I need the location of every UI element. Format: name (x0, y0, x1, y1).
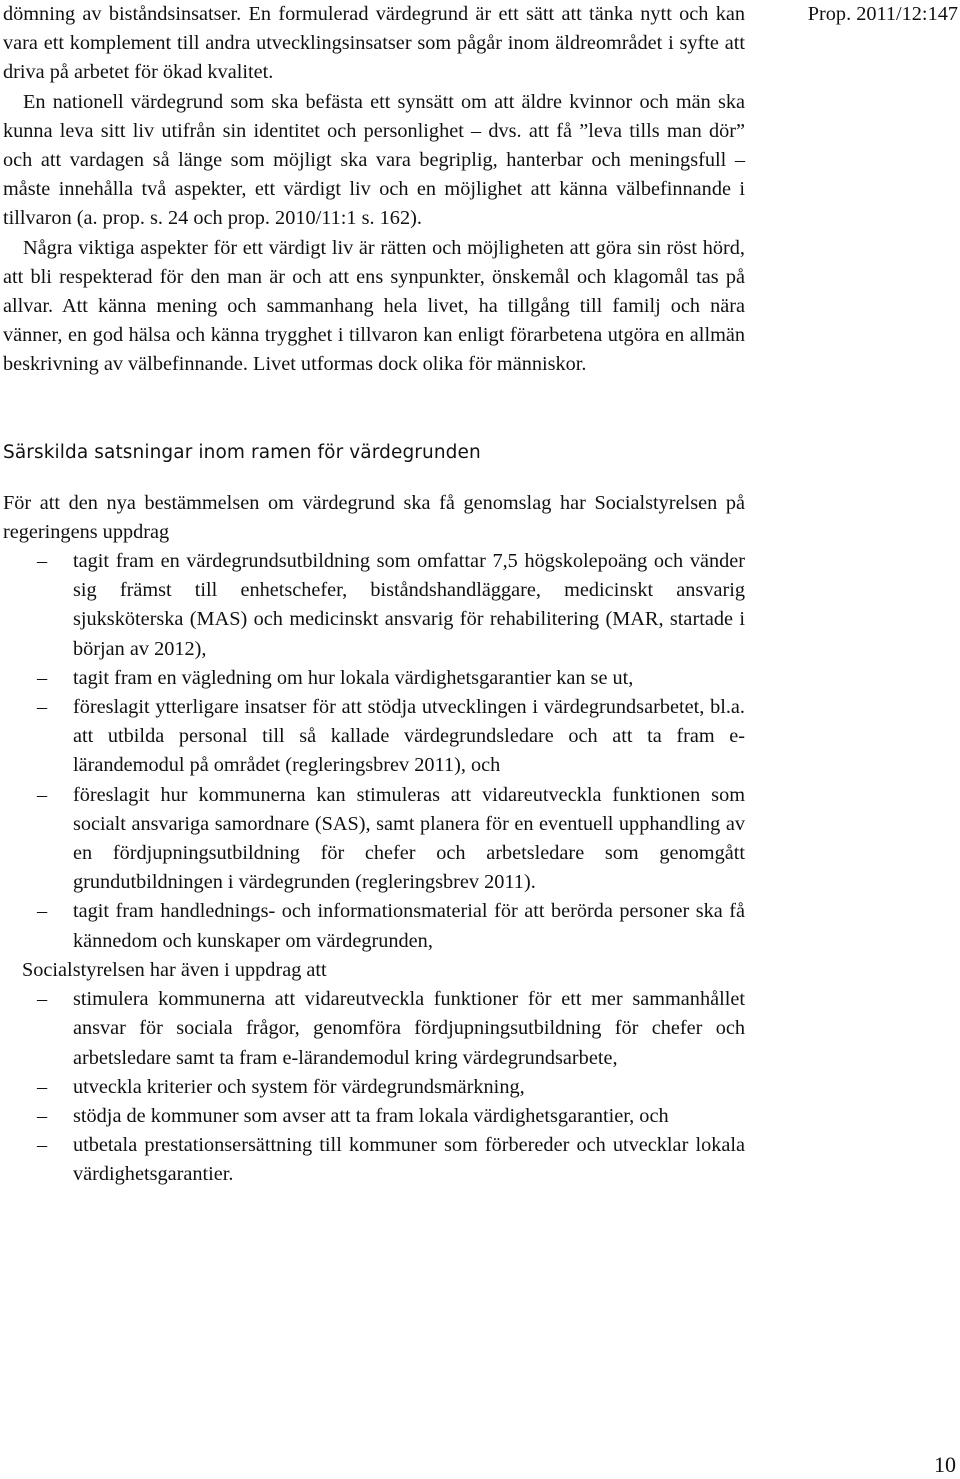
dash-bullet: – (37, 1104, 48, 1127)
list-item-text: tagit fram handlednings- och informationsmaterial för att berörda personer ska få kännedom och kunskaper om värdegrunden, (73, 900, 745, 952)
dash-bullet: – (37, 783, 48, 806)
list-item (3, 1073, 745, 1102)
text-column (3, 0, 745, 1190)
list-item-text: tagit fram en värdegrundsutbildning som omfattar 7,5 högskolepoäng och vänder sig främst till enhetschefer, biståndshandläggare, medicinskt ansvarig sjuksköterska (MAS) och medicinskt ansvarig för rehabilitering (MAR, startade i början av 2012), (73, 550, 745, 660)
page-number: 10 (934, 1452, 956, 1477)
dash-bullet: – (37, 900, 48, 923)
second-intro: Socialstyrelsen har även i uppdrag att (22, 958, 327, 981)
dash-bullet: – (37, 550, 48, 573)
list-item (3, 547, 745, 664)
dash-bullet: – (37, 1075, 48, 1098)
paragraph-continuation: dömning av biståndsinsatser. En formulerad värdegrund är ett sätt att tänka nytt och kan vara ett komplement till andra utvecklingsinsatser som pågår inom äldreområdet i syfte att driva på arbetet för ökad kvalitet. (3, 3, 745, 84)
list-item-text: utveckla kriterier och system för värdegrundsmärkning, (73, 1075, 525, 1098)
list-item (3, 1102, 745, 1131)
list-item (3, 1131, 745, 1189)
dash-bullet: – (37, 696, 48, 719)
dash-bullet: – (37, 1134, 48, 1157)
list-item-text: tagit fram en vägledning om hur lokala värdighetsgarantier kan se ut, (73, 666, 634, 689)
list-item-text: föreslagit hur kommunerna kan stimuleras att vidareutveckla funktionen som socialt ansvariga samordnare (SAS), samt planera för en eventuell upphandling av en fördjupningsutbildning för chefer och arbetsledare som genomgått grundutbildningen i värdegrunden (regleringsbrev 2011). (73, 783, 745, 894)
dash-bullet: – (37, 666, 48, 689)
list-item-text: stödja de kommuner som avser att ta fram lokala värdighetsgarantier, och (73, 1104, 669, 1127)
list-item-text: föreslagit ytterligare insatser för att stödja utvecklingen i värdegrundsarbetet, bl.a. att utbilda personal till så kallade värdegrundsledare och att ta fram e-lärandemodul på området (regleringsbrev 2011), och (73, 696, 745, 777)
list-item-text: stimulera kommunerna att vidareutveckla funktioner för ett mer sammanhållet ansvar för sociala frågor, genomföra fördjupningsutbildning för chefer och arbetsledare samt ta fram e-lärandemodul kring värdegrundsarbete, (73, 988, 745, 1069)
assignment-list-completed (3, 547, 745, 956)
section-heading: Särskilda satsningar inom ramen för värdegrunden (3, 441, 481, 463)
list-item (3, 693, 745, 781)
list-item (3, 897, 745, 955)
list-item (3, 664, 745, 693)
assignment-list-ongoing (3, 985, 745, 1189)
list-item (3, 985, 745, 1073)
list-item (3, 781, 745, 898)
proposition-reference: Prop. 2011/12:147 (807, 3, 958, 25)
dash-bullet: – (37, 988, 48, 1011)
list-item-text: utbetala prestationsersättning till kommuner som förbereder och utvecklar lokala värdighetsgarantier. (73, 1134, 745, 1186)
paragraph-dignified-life: Några viktiga aspekter för ett värdigt liv är rätten och möjligheten att göra sin röst hörd, att bli respekterad för den man är och att ens synpunkter, önskemål och klagomål tas på allvar. Att känna mening och sammanhang hela livet, ha tillgång till familj och nära vänner, en god hälsa och känna trygghet i tillvaron kan enligt förarbetena utgöra en allmän beskrivning av välbefinnande. Livet utformas dock olika för människor. (3, 236, 745, 376)
paragraph-national-value-base: En nationell värdegrund som ska befästa ett synsätt om att äldre kvinnor och män ska kunna leva sitt liv utifrån sin identitet och personlighet – dvs. att få ”leva tills man dör” och att vardagen så länge som möjligt ska vara begriplig, hanterbar och meningsfull – måste innehålla två aspekter, ett värdigt liv och en möjlighet att känna välbefinnande i tillvaron (a. prop. s. 24 och prop. 2010/11:1 s. 162). (3, 90, 745, 230)
section-intro: För att den nya bestämmelsen om värdegrund ska få genomslag har Socialstyrelsen på regeringens uppdrag (3, 491, 745, 543)
